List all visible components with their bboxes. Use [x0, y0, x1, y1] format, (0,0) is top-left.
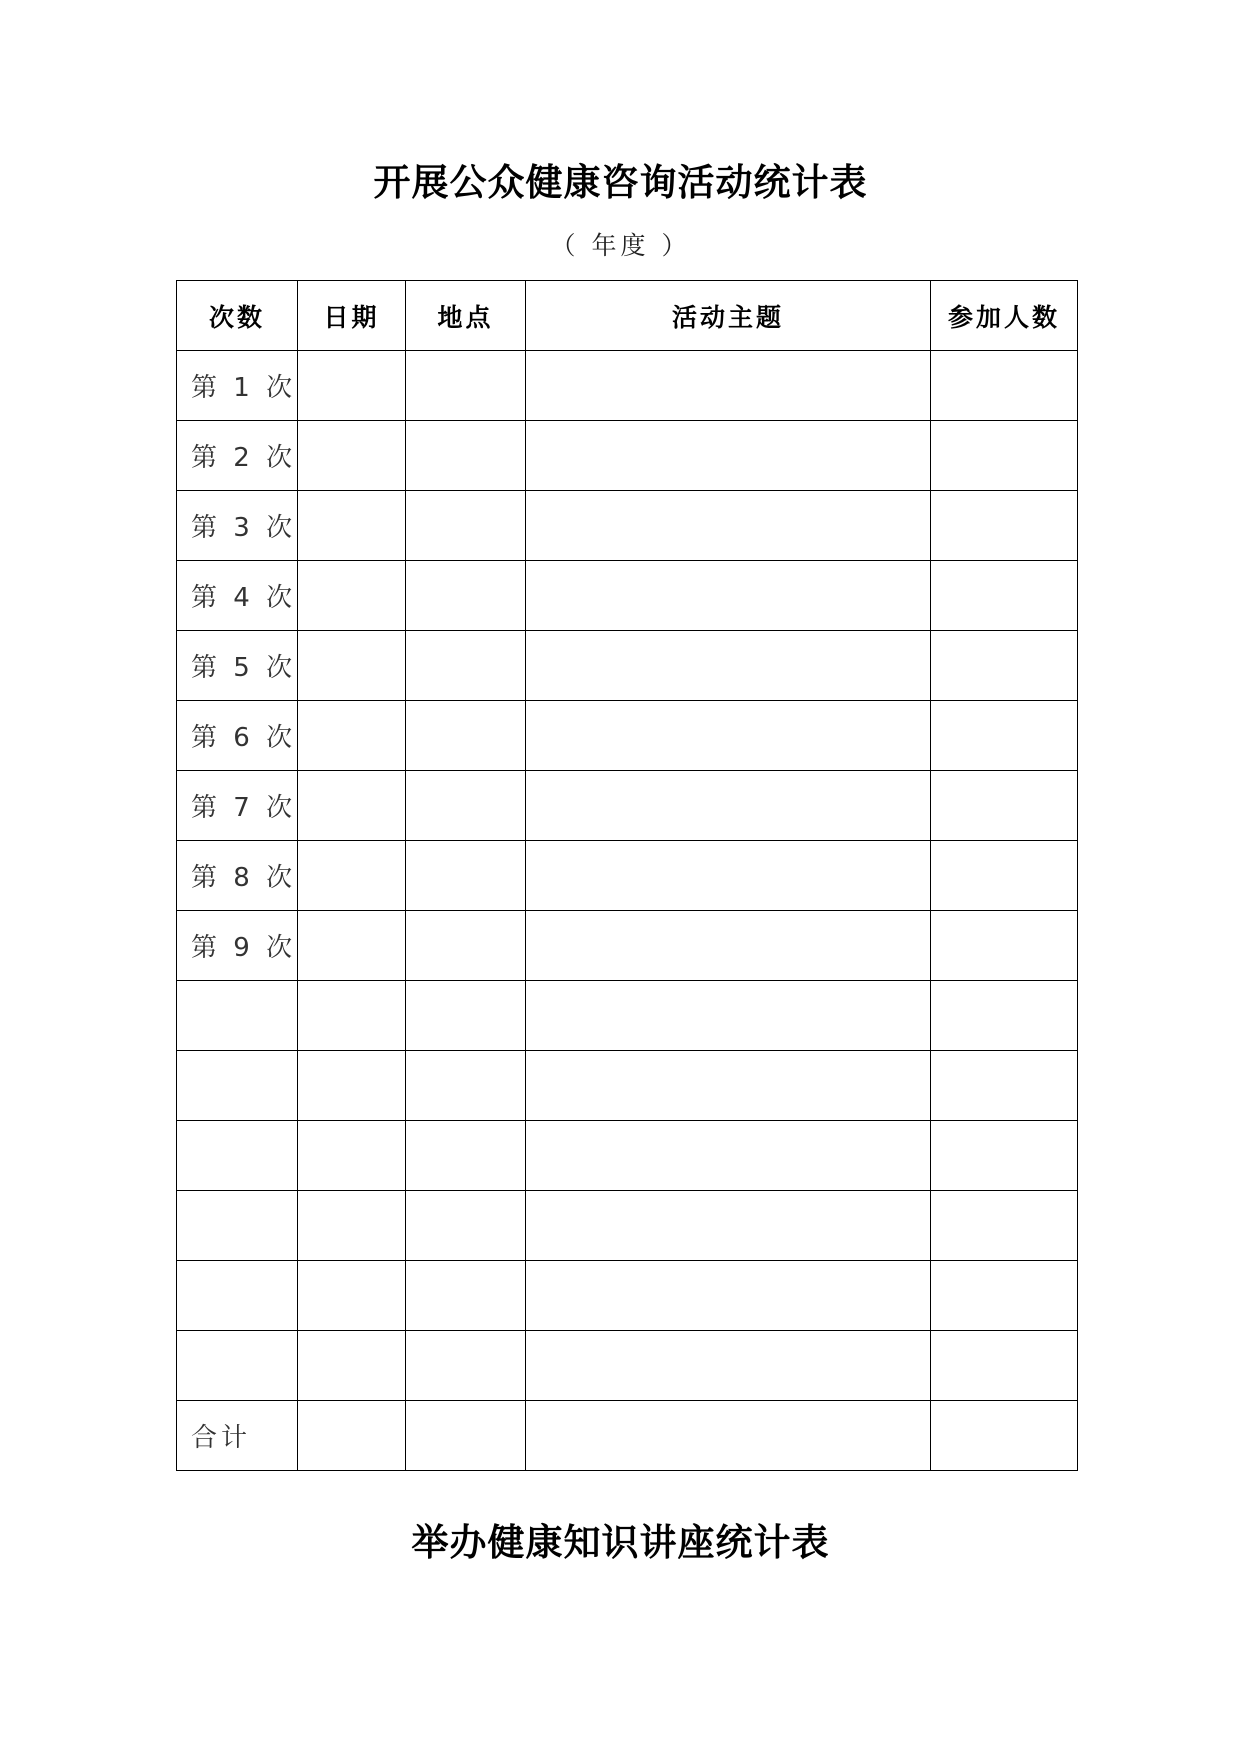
topic-cell — [526, 1191, 931, 1261]
location-cell — [406, 631, 526, 701]
table-row — [177, 1331, 1078, 1401]
participants-cell — [931, 841, 1078, 911]
activity-stats-table — [176, 280, 1078, 1471]
count-cell: 第 7 次 — [177, 771, 298, 841]
topic-cell — [526, 1051, 931, 1121]
topic-cell — [526, 491, 931, 561]
location-cell — [406, 1191, 526, 1261]
count-cell: 第 2 次 — [177, 421, 298, 491]
date-cell — [298, 351, 406, 421]
count-cell: 第 1 次 — [177, 351, 298, 421]
location-cell — [406, 491, 526, 561]
count-cell — [177, 1331, 298, 1401]
table-row — [177, 981, 1078, 1051]
topic-cell — [526, 981, 931, 1051]
topic-cell — [526, 561, 931, 631]
participants-cell — [931, 351, 1078, 421]
participants-cell — [931, 631, 1078, 701]
topic-cell — [526, 421, 931, 491]
participants-cell — [931, 1331, 1078, 1401]
topic-cell — [526, 841, 931, 911]
next-section-title: 举办健康知识讲座统计表 — [411, 1520, 830, 1564]
table-row — [177, 1051, 1078, 1121]
topic-cell — [526, 771, 931, 841]
location-cell — [406, 1261, 526, 1331]
table-header-row — [177, 281, 1078, 351]
date-cell — [298, 1121, 406, 1191]
location-cell — [406, 1121, 526, 1191]
location-cell — [406, 771, 526, 841]
location-cell — [406, 561, 526, 631]
date-cell — [298, 1191, 406, 1261]
table-row — [177, 631, 1078, 701]
participants-cell — [931, 981, 1078, 1051]
location-cell — [406, 911, 526, 981]
participants-cell — [931, 491, 1078, 561]
participants-cell — [931, 1261, 1078, 1331]
date-cell — [298, 701, 406, 771]
count-cell: 第 6 次 — [177, 701, 298, 771]
table-row — [177, 1191, 1078, 1261]
location-cell — [406, 421, 526, 491]
date-cell — [298, 421, 406, 491]
date-cell — [298, 1261, 406, 1331]
count-cell: 第 5 次 — [177, 631, 298, 701]
participants-cell — [931, 1191, 1078, 1261]
table-row — [177, 1261, 1078, 1331]
count-cell: 合计 — [177, 1401, 298, 1471]
topic-cell — [526, 1331, 931, 1401]
date-cell — [298, 1401, 406, 1471]
table-body — [177, 351, 1078, 1471]
location-cell — [406, 351, 526, 421]
date-cell — [298, 1331, 406, 1401]
topic-cell — [526, 631, 931, 701]
topic-cell — [526, 701, 931, 771]
topic-cell — [526, 911, 931, 981]
table-row — [177, 421, 1078, 491]
date-cell — [298, 561, 406, 631]
count-cell — [177, 1051, 298, 1121]
participants-cell — [931, 561, 1078, 631]
date-cell — [298, 1051, 406, 1121]
participants-cell — [931, 1051, 1078, 1121]
count-cell: 第 8 次 — [177, 841, 298, 911]
header-date: 日期 — [298, 281, 406, 351]
participants-cell — [931, 911, 1078, 981]
participants-cell — [931, 1121, 1078, 1191]
table-row — [177, 351, 1078, 421]
page-title: 开展公众健康咨询活动统计表 — [373, 160, 868, 204]
table-row — [177, 1121, 1078, 1191]
count-cell: 第 3 次 — [177, 491, 298, 561]
header-participants: 参加人数 — [931, 281, 1078, 351]
location-cell — [406, 841, 526, 911]
date-cell — [298, 631, 406, 701]
header-topic: 活动主题 — [526, 281, 931, 351]
count-cell — [177, 1191, 298, 1261]
count-cell — [177, 1261, 298, 1331]
date-cell — [298, 491, 406, 561]
participants-cell — [931, 771, 1078, 841]
date-cell — [298, 841, 406, 911]
participants-cell — [931, 701, 1078, 771]
year-subtitle: （ 年度 ） — [550, 231, 691, 260]
table-row — [177, 701, 1078, 771]
date-cell — [298, 911, 406, 981]
date-cell — [298, 771, 406, 841]
topic-cell — [526, 351, 931, 421]
topic-cell — [526, 1261, 931, 1331]
participants-cell — [931, 1401, 1078, 1471]
location-cell — [406, 1401, 526, 1471]
header-location: 地点 — [406, 281, 526, 351]
location-cell — [406, 1331, 526, 1401]
header-count: 次数 — [177, 281, 298, 351]
topic-cell — [526, 1121, 931, 1191]
table-row — [177, 841, 1078, 911]
count-cell — [177, 981, 298, 1051]
table-row — [177, 911, 1078, 981]
table-row — [177, 561, 1078, 631]
table-row — [177, 771, 1078, 841]
date-cell — [298, 981, 406, 1051]
topic-cell — [526, 1401, 931, 1471]
location-cell — [406, 701, 526, 771]
count-cell: 第 4 次 — [177, 561, 298, 631]
location-cell — [406, 981, 526, 1051]
table-row — [177, 491, 1078, 561]
location-cell — [406, 1051, 526, 1121]
table-row — [177, 1401, 1078, 1471]
participants-cell — [931, 421, 1078, 491]
count-cell — [177, 1121, 298, 1191]
count-cell: 第 9 次 — [177, 911, 298, 981]
